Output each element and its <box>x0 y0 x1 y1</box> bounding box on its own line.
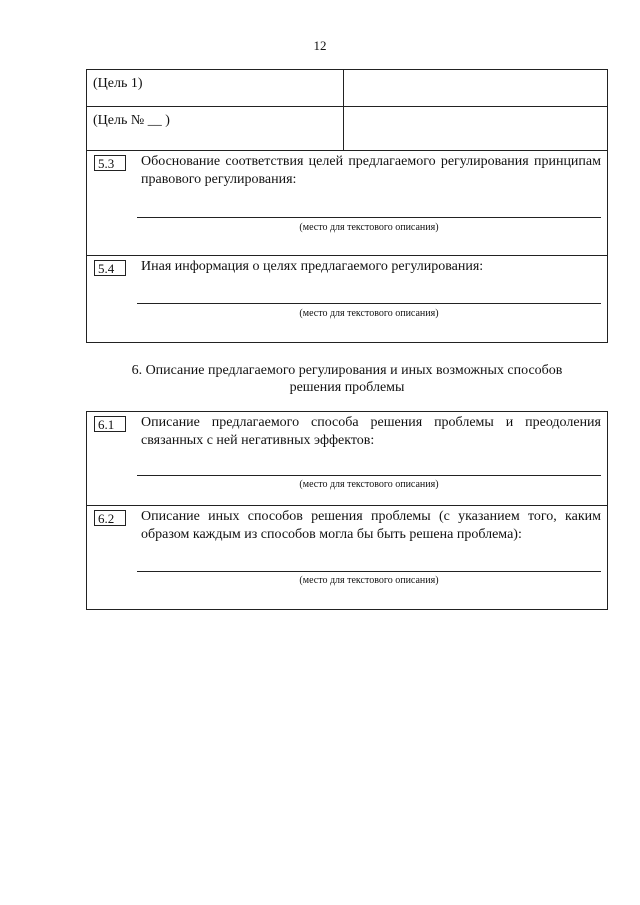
item-description: Обоснование соответствия целей предлагаемого регулирования принципам правового регулирования: <box>141 154 601 187</box>
section-title-line: решения проблемы <box>289 380 405 395</box>
goal-label: (Цель № __ ) <box>93 113 170 128</box>
text-entry-line[interactable] <box>137 217 601 218</box>
placeholder-caption: (место для текстового описания) <box>299 308 439 319</box>
placeholder-caption: (место для текстового описания) <box>299 222 439 233</box>
item-number: 5.3 <box>94 155 126 171</box>
item-description: Иная информация о целях предлагаемого регулирования: <box>141 259 484 274</box>
item-description: Описание иных способов решения проблемы (с указанием того, каким образом каждым из способов могла бы быть решена проблема): <box>141 509 601 542</box>
goal-label-cell <box>87 107 344 150</box>
section-6-1-block <box>86 411 608 506</box>
section-5-4-block <box>86 255 608 343</box>
placeholder-caption: (место для текстового описания) <box>299 479 439 490</box>
section-6-2-block <box>86 505 608 610</box>
section-title <box>86 362 608 396</box>
text-entry-line[interactable] <box>137 571 601 572</box>
item-number: 6.2 <box>94 510 126 526</box>
goal-row <box>86 107 608 151</box>
goal-label: (Цель 1) <box>93 76 143 91</box>
placeholder-caption: (место для текстового описания) <box>299 575 439 586</box>
goal-label-cell <box>87 70 344 106</box>
item-number: 5.4 <box>94 260 126 276</box>
text-entry-line[interactable] <box>137 303 601 304</box>
section-5-3-block <box>86 151 608 256</box>
item-description: Описание предлагаемого способа решения проблемы и преодоления связанных с ней негативных эффектов: <box>141 415 601 448</box>
goal-row <box>86 69 608 107</box>
page-number: 12 <box>313 38 327 53</box>
text-entry-line[interactable] <box>137 475 601 476</box>
item-number: 6.1 <box>94 416 126 432</box>
section-title-line: 6. Описание предлагаемого регулирования и иных возможных способов <box>131 363 563 378</box>
